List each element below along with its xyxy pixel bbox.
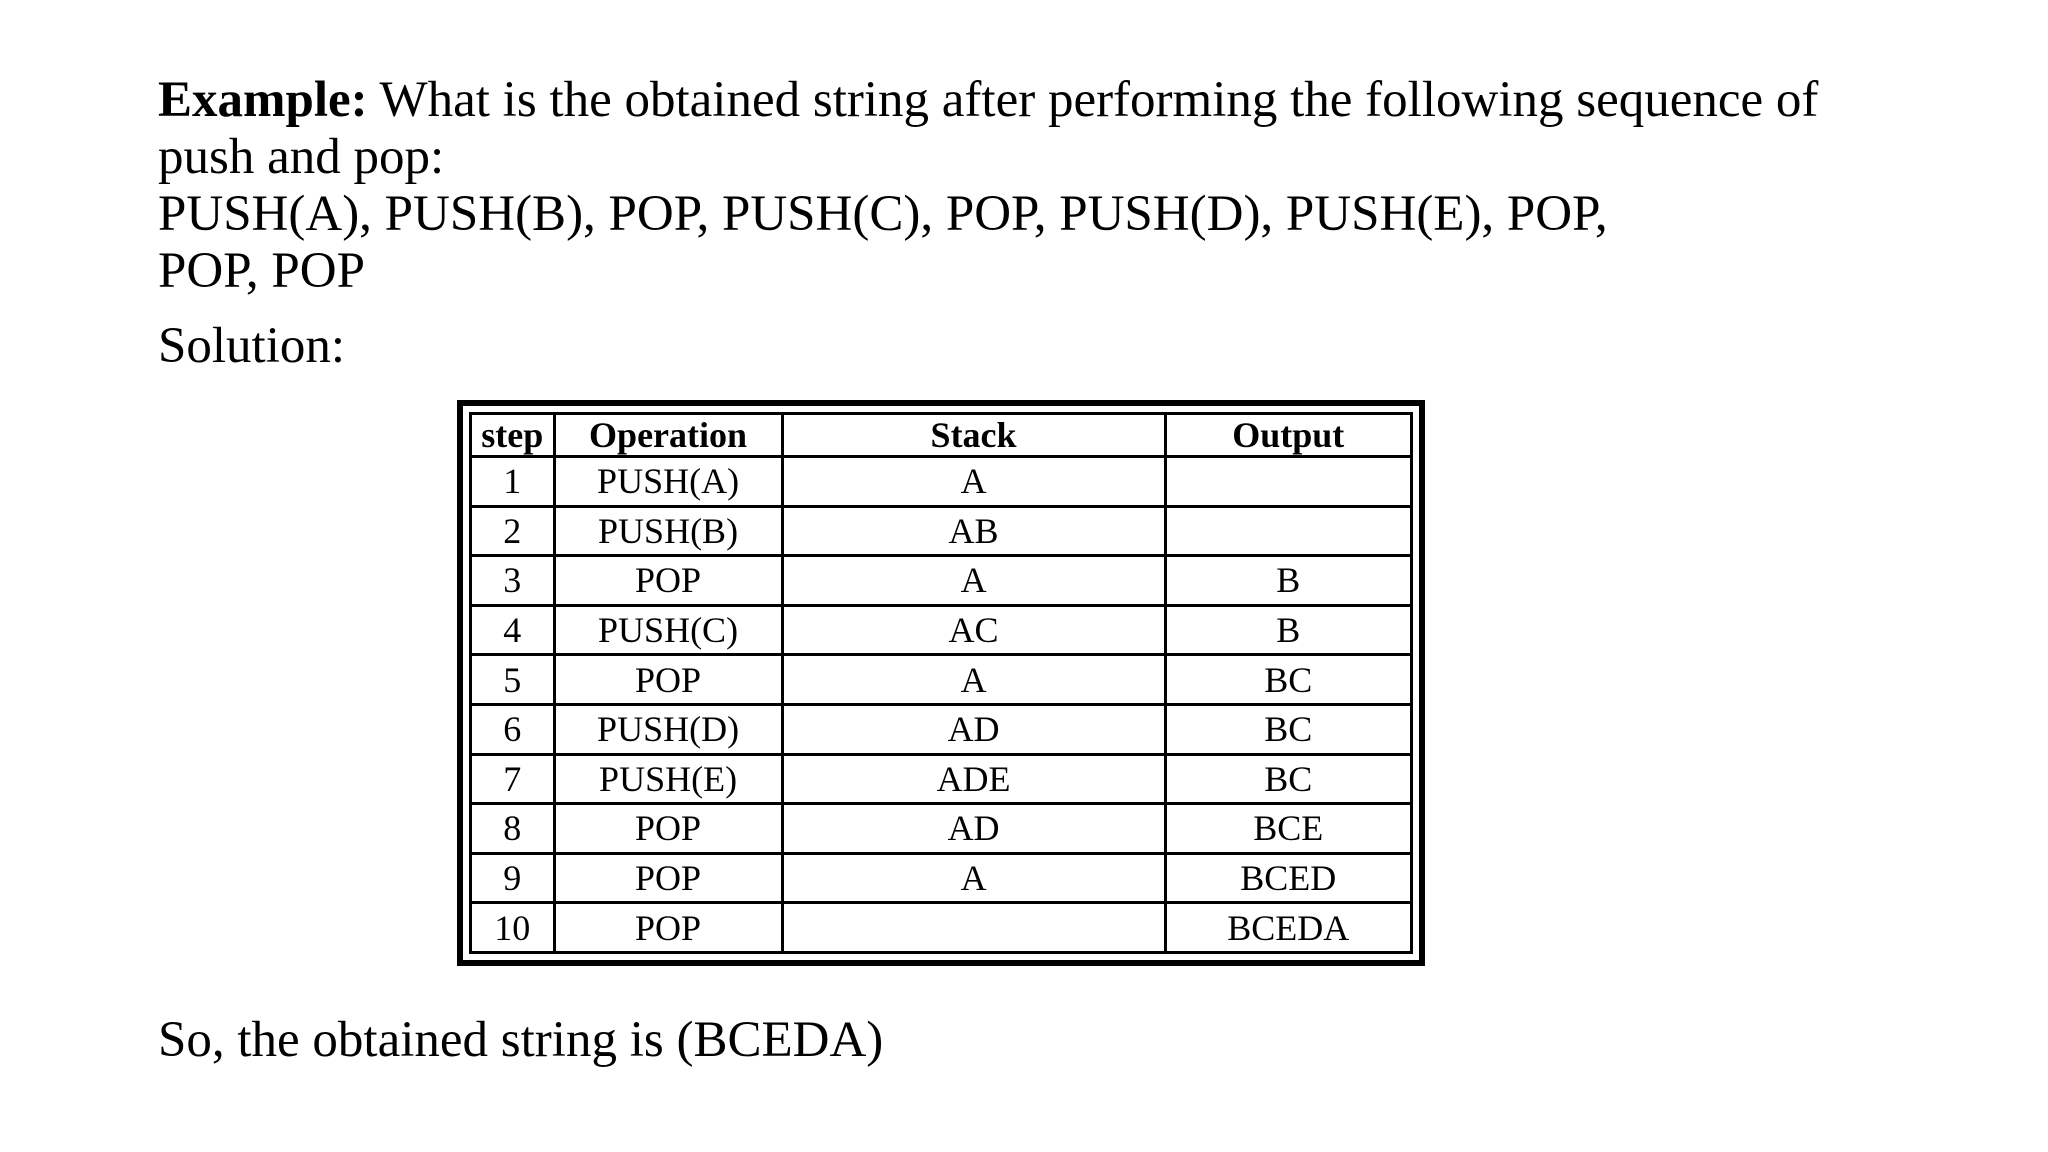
- cell-operation: POP: [554, 556, 782, 606]
- cell-step: 1: [471, 457, 555, 507]
- cell-step: 10: [471, 903, 555, 953]
- cell-stack: A: [782, 853, 1165, 903]
- table-row: [471, 605, 1412, 655]
- cell-step: 7: [471, 754, 555, 804]
- cell-operation: PUSH(D): [554, 704, 782, 754]
- cell-stack: A: [782, 457, 1165, 507]
- table-row: [471, 506, 1412, 556]
- cell-step: 9: [471, 853, 555, 903]
- cell-stack: [782, 903, 1165, 953]
- cell-step: 3: [471, 556, 555, 606]
- question-block: [158, 72, 1938, 300]
- cell-stack: A: [782, 655, 1165, 705]
- cell-stack: A: [782, 556, 1165, 606]
- table-row: [471, 903, 1412, 953]
- table-row: [471, 556, 1412, 606]
- table-row: [471, 754, 1412, 804]
- header-step: step: [471, 414, 555, 457]
- cell-step: 8: [471, 804, 555, 854]
- cell-operation: PUSH(A): [554, 457, 782, 507]
- cell-output: BC: [1165, 704, 1411, 754]
- cell-step: 6: [471, 704, 555, 754]
- cell-output: BCED: [1165, 853, 1411, 903]
- cell-operation: PUSH(B): [554, 506, 782, 556]
- cell-output: [1165, 506, 1411, 556]
- cell-output: BC: [1165, 754, 1411, 804]
- table-row: [471, 457, 1412, 507]
- cell-stack: ADE: [782, 754, 1165, 804]
- cell-operation: POP: [554, 804, 782, 854]
- header-output: Output: [1165, 414, 1411, 457]
- cell-output: [1165, 457, 1411, 507]
- table-row: [471, 804, 1412, 854]
- cell-output: BC: [1165, 655, 1411, 705]
- cell-operation: POP: [554, 655, 782, 705]
- table-row: [471, 655, 1412, 705]
- table-row: [471, 853, 1412, 903]
- stack-table-frame: [457, 400, 1425, 966]
- table-row: [471, 704, 1412, 754]
- question-text: [158, 72, 1938, 300]
- table-header-row: [471, 414, 1412, 457]
- cell-step: 5: [471, 655, 555, 705]
- cell-operation: POP: [554, 853, 782, 903]
- cell-output: BCEDA: [1165, 903, 1411, 953]
- cell-output: BCE: [1165, 804, 1411, 854]
- cell-output: B: [1165, 556, 1411, 606]
- stack-table: [469, 412, 1413, 954]
- sequence-line-1: PUSH(A), PUSH(B), POP, PUSH(C), POP, PUSH(D), PUSH(E), POP,: [158, 186, 1608, 242]
- sequence-line-2: POP, POP: [158, 243, 365, 299]
- cell-stack: AD: [782, 704, 1165, 754]
- header-operation: Operation: [554, 414, 782, 457]
- cell-operation: POP: [554, 903, 782, 953]
- cell-stack: AC: [782, 605, 1165, 655]
- cell-operation: PUSH(C): [554, 605, 782, 655]
- cell-output: B: [1165, 605, 1411, 655]
- cell-operation: PUSH(E): [554, 754, 782, 804]
- cell-step: 4: [471, 605, 555, 655]
- cell-stack: AB: [782, 506, 1165, 556]
- header-stack: Stack: [782, 414, 1165, 457]
- cell-step: 2: [471, 506, 555, 556]
- cell-stack: AD: [782, 804, 1165, 854]
- question-line-2: push and pop:: [158, 129, 445, 185]
- example-label: Example:: [158, 72, 368, 128]
- solution-label: Solution:: [158, 318, 346, 374]
- conclusion-text: So, the obtained string is (BCEDA): [158, 1012, 884, 1068]
- question-line-1: What is the obtained string after performing the following sequence of: [367, 72, 1819, 128]
